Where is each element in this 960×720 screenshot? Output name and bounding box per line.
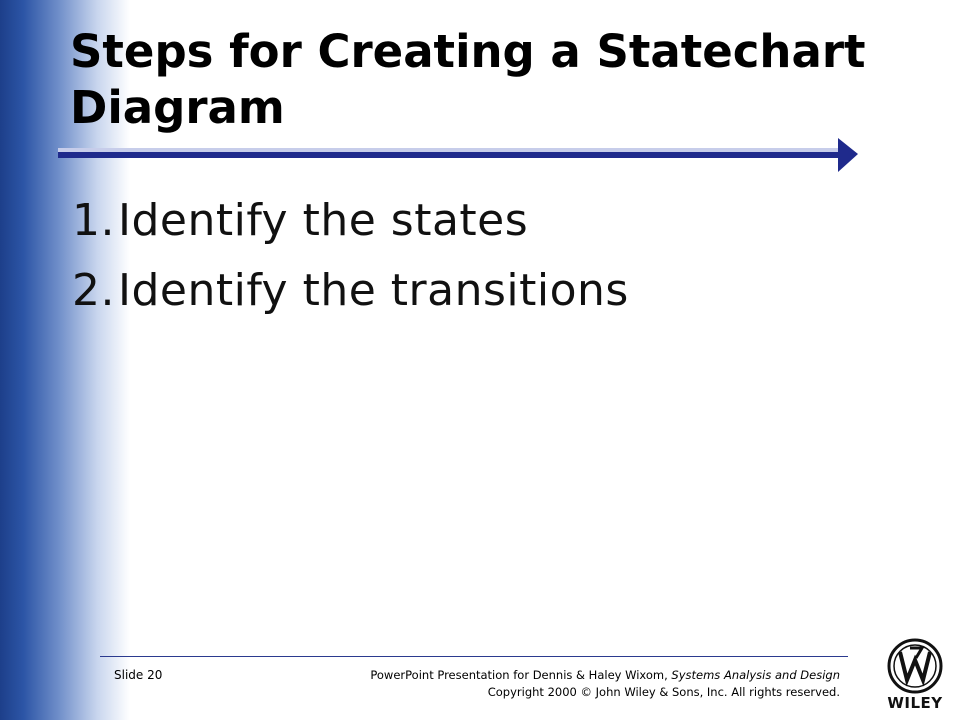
- list-item-text: Identify the transitions: [118, 265, 629, 316]
- footer-book-title: Systems Analysis and Design: [671, 668, 840, 682]
- list-item-number: 2.: [72, 265, 115, 316]
- title-rule-bar: [58, 152, 838, 158]
- footer-line-2: Copyright 2000 © John Wiley & Sons, Inc. All rights reserved.: [487, 685, 840, 699]
- list-item: [72, 186, 629, 256]
- slide-number: Slide 20: [114, 668, 163, 682]
- list-item-text: Identify the states: [118, 195, 529, 246]
- bullet-list: [72, 186, 629, 326]
- title-arrow-rule: [58, 136, 862, 176]
- wiley-logo: [880, 636, 950, 716]
- footer-divider: [100, 656, 848, 657]
- footer-line-1-prefix: PowerPoint Presentation for Dennis & Haley Wixom,: [370, 668, 672, 682]
- slide-title: [70, 24, 870, 136]
- title-line-1: Steps for Creating a Statechart: [70, 25, 866, 78]
- list-item: [72, 256, 629, 326]
- wiley-wordmark: WILEY: [887, 694, 943, 712]
- wiley-emblem-icon: [880, 636, 950, 696]
- footer-line-1: [370, 667, 840, 684]
- title-rule-arrowhead: [838, 138, 858, 172]
- footer-credits: [370, 667, 840, 701]
- list-item-number: 1.: [72, 195, 115, 246]
- title-line-2: Diagram: [70, 81, 285, 134]
